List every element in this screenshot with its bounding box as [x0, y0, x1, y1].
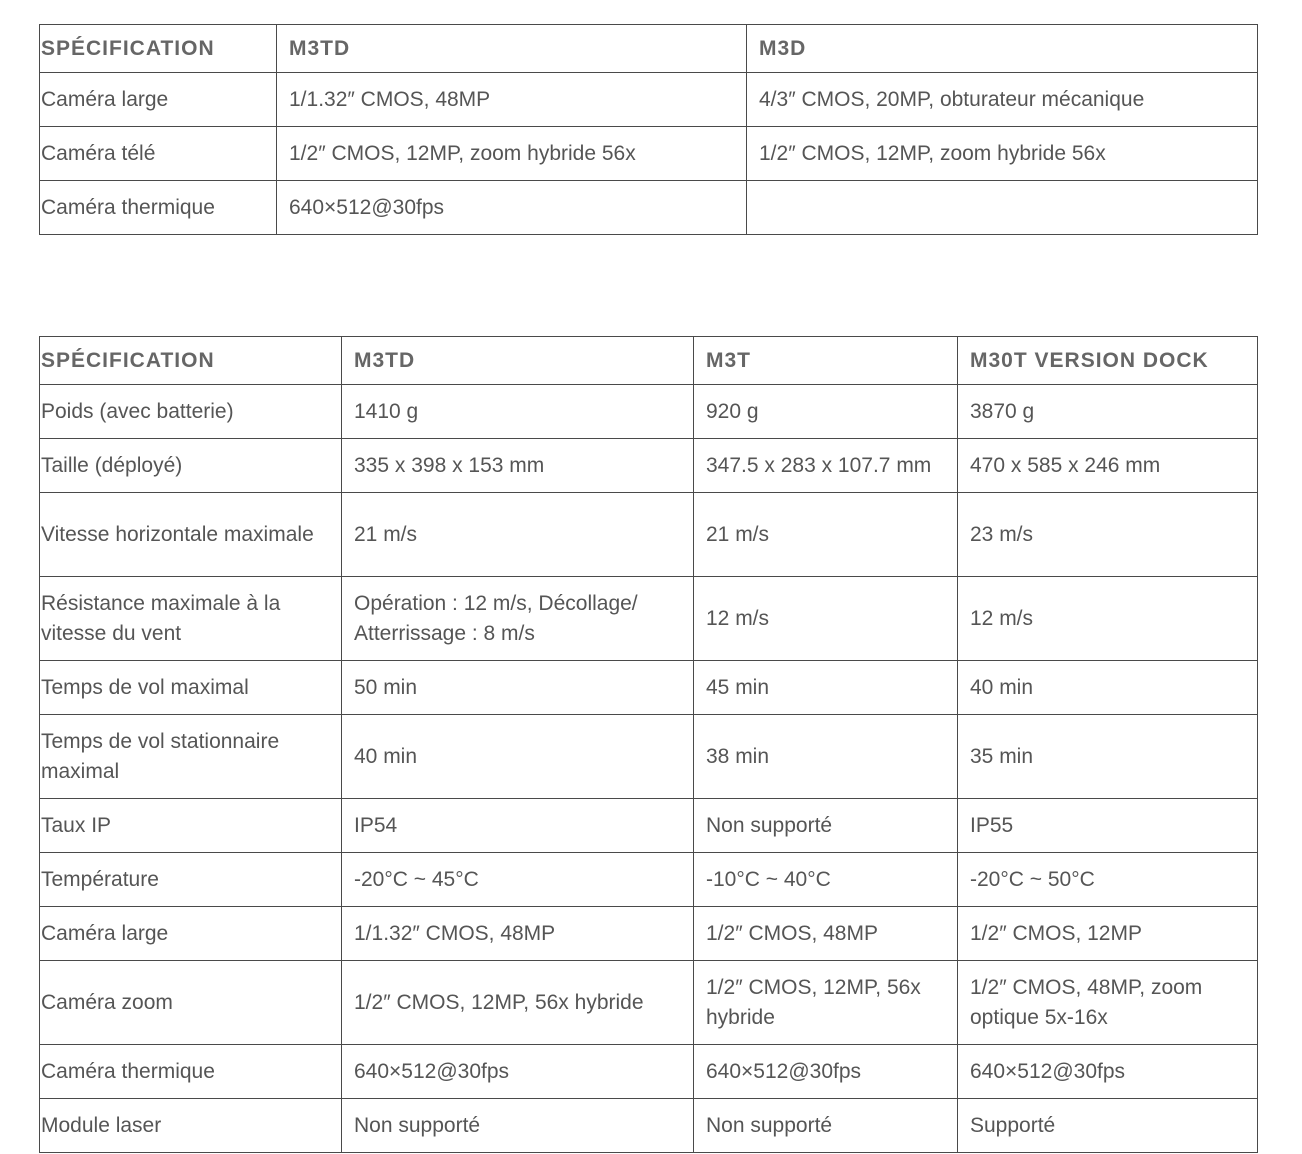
table-cell: 1/2″ CMOS, 48MP, zoom optique 5x-16x	[958, 961, 1258, 1045]
table-cell: 920 g	[694, 385, 958, 439]
row-label: Caméra thermique	[40, 181, 277, 235]
row-label: Résistance maximale à la vitesse du vent	[40, 577, 342, 661]
table-row	[40, 1099, 1258, 1153]
table-cell: 4/3″ CMOS, 20MP, obturateur mécanique	[747, 73, 1258, 127]
table-cell: IP55	[958, 799, 1258, 853]
row-label: Caméra large	[40, 73, 277, 127]
row-label: Caméra thermique	[40, 1045, 342, 1099]
table-cell: -20°C ~ 45°C	[342, 853, 694, 907]
table-cell: Non supporté	[694, 799, 958, 853]
table-header-row	[40, 25, 1258, 73]
table-row	[40, 907, 1258, 961]
table-cell: 1410 g	[342, 385, 694, 439]
column-header: M30T VERSION DOCK	[958, 337, 1258, 385]
table-cell: Supporté	[958, 1099, 1258, 1153]
table-cell: 347.5 x 283 x 107.7 mm	[694, 439, 958, 493]
table-cell: 12 m/s	[958, 577, 1258, 661]
row-label: Caméra zoom	[40, 961, 342, 1045]
table-cell: 1/2″ CMOS, 12MP, zoom hybride 56x	[747, 127, 1258, 181]
table-row	[40, 661, 1258, 715]
table-cell: 35 min	[958, 715, 1258, 799]
table-row	[40, 577, 1258, 661]
table-cell: 1/2″ CMOS, 12MP, zoom hybride 56x	[277, 127, 747, 181]
table-cell: 3870 g	[958, 385, 1258, 439]
table-cell: 40 min	[342, 715, 694, 799]
table-row	[40, 715, 1258, 799]
table-cell: 470 x 585 x 246 mm	[958, 439, 1258, 493]
table-cell: 45 min	[694, 661, 958, 715]
table-cell: 1/2″ CMOS, 48MP	[694, 907, 958, 961]
table-cell: 640×512@30fps	[277, 181, 747, 235]
row-label: Temps de vol stationnaire maximal	[40, 715, 342, 799]
row-label: Module laser	[40, 1099, 342, 1153]
table-header-row	[40, 337, 1258, 385]
table-row	[40, 961, 1258, 1045]
column-header: M3TD	[277, 25, 747, 73]
table-cell: 1/2″ CMOS, 12MP, 56x hybride	[342, 961, 694, 1045]
table-cell: 12 m/s	[694, 577, 958, 661]
table-cell: 640×512@30fps	[958, 1045, 1258, 1099]
table-cell: 640×512@30fps	[342, 1045, 694, 1099]
row-label: Température	[40, 853, 342, 907]
table-row	[40, 853, 1258, 907]
table-row	[40, 181, 1258, 235]
table-row	[40, 73, 1258, 127]
column-header: SPÉCIFICATION	[40, 25, 277, 73]
spec-table-m3td-m3d	[39, 24, 1258, 235]
table-row	[40, 799, 1258, 853]
table-cell: 1/1.32″ CMOS, 48MP	[277, 73, 747, 127]
spec-table-m3td-m3t-m30t	[39, 336, 1258, 1153]
table-row	[40, 439, 1258, 493]
row-label: Taux IP	[40, 799, 342, 853]
table-cell: 335 x 398 x 153 mm	[342, 439, 694, 493]
column-header: M3TD	[342, 337, 694, 385]
row-label: Temps de vol maximal	[40, 661, 342, 715]
table-row	[40, 1045, 1258, 1099]
table-cell	[747, 181, 1258, 235]
table-cell: 23 m/s	[958, 493, 1258, 577]
table-cell: -10°C ~ 40°C	[694, 853, 958, 907]
table-cell: 1/1.32″ CMOS, 48MP	[342, 907, 694, 961]
table-cell: 38 min	[694, 715, 958, 799]
column-header: M3D	[747, 25, 1258, 73]
table-cell: 1/2″ CMOS, 12MP, 56x hybride	[694, 961, 958, 1045]
table-cell: 21 m/s	[342, 493, 694, 577]
table-cell: 1/2″ CMOS, 12MP	[958, 907, 1258, 961]
column-header: SPÉCIFICATION	[40, 337, 342, 385]
table-cell: -20°C ~ 50°C	[958, 853, 1258, 907]
table-cell: 21 m/s	[694, 493, 958, 577]
table-row	[40, 493, 1258, 577]
table-cell: Non supporté	[694, 1099, 958, 1153]
table-cell: Non supporté	[342, 1099, 694, 1153]
column-header: M3T	[694, 337, 958, 385]
table-cell: 640×512@30fps	[694, 1045, 958, 1099]
table-row	[40, 127, 1258, 181]
row-label: Caméra télé	[40, 127, 277, 181]
row-label: Taille (déployé)	[40, 439, 342, 493]
row-label: Caméra large	[40, 907, 342, 961]
row-label: Vitesse horizontale maximale	[40, 493, 342, 577]
table-cell: IP54	[342, 799, 694, 853]
table-row	[40, 385, 1258, 439]
table-cell: 50 min	[342, 661, 694, 715]
table-cell: Opération : 12 m/s, Décollage/ Atterrissage : 8 m/s	[342, 577, 694, 661]
table-cell: 40 min	[958, 661, 1258, 715]
row-label: Poids (avec batterie)	[40, 385, 342, 439]
